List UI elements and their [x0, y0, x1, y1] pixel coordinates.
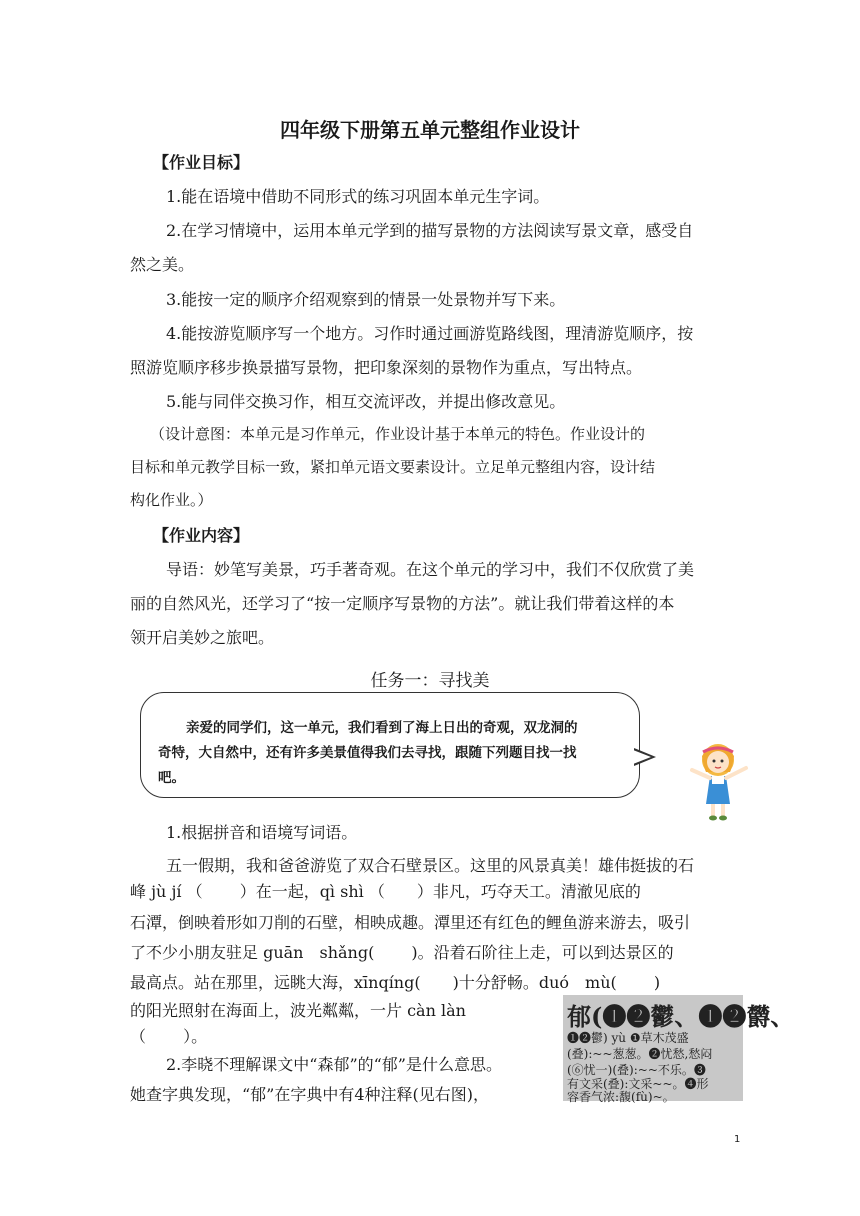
- content-heading: 【作业内容】: [153, 526, 250, 545]
- design-intent: 构化作业。）: [130, 491, 213, 509]
- bubble-text: 吧。: [158, 770, 185, 786]
- question-1-text: 最高点。站在那里，远眺大海，xīnqíng( )十分舒畅。duó mù( ): [130, 973, 661, 992]
- goal-item: 然之美。: [130, 255, 195, 274]
- bubble-text: 奇特，大自然中，还有许多美景值得我们去寻找，跟随下列题目找一找: [158, 745, 577, 761]
- question-1-text: 了不少小朋友驻足 guān shǎng( )。沿着石阶往上走，可以到达景区的: [130, 943, 674, 962]
- intro-text: 领开启美妙之旅吧。: [130, 628, 275, 647]
- goals-heading: 【作业目标】: [153, 153, 250, 172]
- girl-illustration: [674, 738, 758, 824]
- bubble-text: 亲爱的同学们，这一单元，我们看到了海上日出的奇观，双龙洞的: [186, 720, 578, 736]
- page-title: 四年级下册第五单元整组作业设计: [280, 118, 580, 142]
- question-1-text: 石潭，倒映着形如刀削的石壁，相映成趣。潭里还有红色的鲤鱼游来游去，吸引: [130, 913, 691, 932]
- dict-line: ❶❷鬱) yù ❶草木茂盛: [567, 1031, 689, 1045]
- page-number: 1: [734, 1134, 741, 1145]
- question-1-heading: 1.根据拼音和语境写词语。: [166, 823, 358, 842]
- dictionary-image: [563, 995, 795, 1104]
- question-2-text: 她查字典发现，“郁”在字典中有4种注释(见右图)，: [130, 1085, 490, 1104]
- goal-item: 3.能按一定的顺序介绍观察到的情景一处景物并写下来。: [166, 290, 566, 309]
- question-1-text: （ ）。: [130, 1027, 208, 1046]
- goal-item: 4.能按游览顺序写一个地方。习作时通过画游览路线图，理清游览顺序，按: [166, 324, 694, 343]
- dict-line: (⑥忧一)(叠):~~不乐。❸: [567, 1063, 706, 1077]
- dict-line: 容香气浓:馥(fù)~。: [567, 1090, 675, 1104]
- question-1-text: 的阳光照射在海面上，波光粼粼，一片 càn làn: [130, 1001, 466, 1020]
- goal-item: 1.能在语境中借助不同形式的练习巩固本单元生字词。: [166, 187, 550, 206]
- question-2-text: 2.李晓不理解课文中“森郁”的“郁”是什么意思。: [166, 1055, 502, 1074]
- design-intent: 目标和单元教学目标一致，紧扣单元语文要素设计。立足单元整组内容，设计结: [130, 458, 656, 476]
- intro-text: 丽的自然风光，还学习了“按一定顺序写景物的方法”。就让我们带着这样的本: [130, 594, 675, 613]
- question-1-text: 峰 jù jí （ ）在一起，qì shì （ ）非凡，巧夺天工。清澈见底的: [130, 882, 641, 901]
- dict-line: 有文采(叠):文采~~。❹形: [567, 1077, 709, 1091]
- dict-line: 郁(❶❷鬱、❶❷欝、: [567, 1002, 795, 1031]
- intro-text: 导语：妙笔写美景，巧手著奇观。在这个单元的学习中，我们不仅欣赏了美: [166, 560, 695, 579]
- question-1-text: 五一假期，我和爸爸游览了双合石壁景区。这里的风景真美！雄伟挺拔的石: [166, 856, 695, 875]
- goal-item: 5.能与同伴交换习作，相互交流评改，并提出修改意见。: [166, 392, 566, 411]
- goal-item: 照游览顺序移步换景描写景物，把印象深刻的景物作为重点，写出特点。: [130, 358, 643, 377]
- task1-title: 任务一：寻找美: [370, 671, 490, 691]
- design-intent: （设计意图：本单元是习作单元，作业设计基于本单元的特色。作业设计的: [150, 425, 646, 443]
- dict-line: (叠):~~葱葱。❷忧愁,愁闷: [567, 1047, 713, 1061]
- goal-item: 2.在学习情境中，运用本单元学到的描写景物的方法阅读写景文章，感受自: [166, 221, 694, 240]
